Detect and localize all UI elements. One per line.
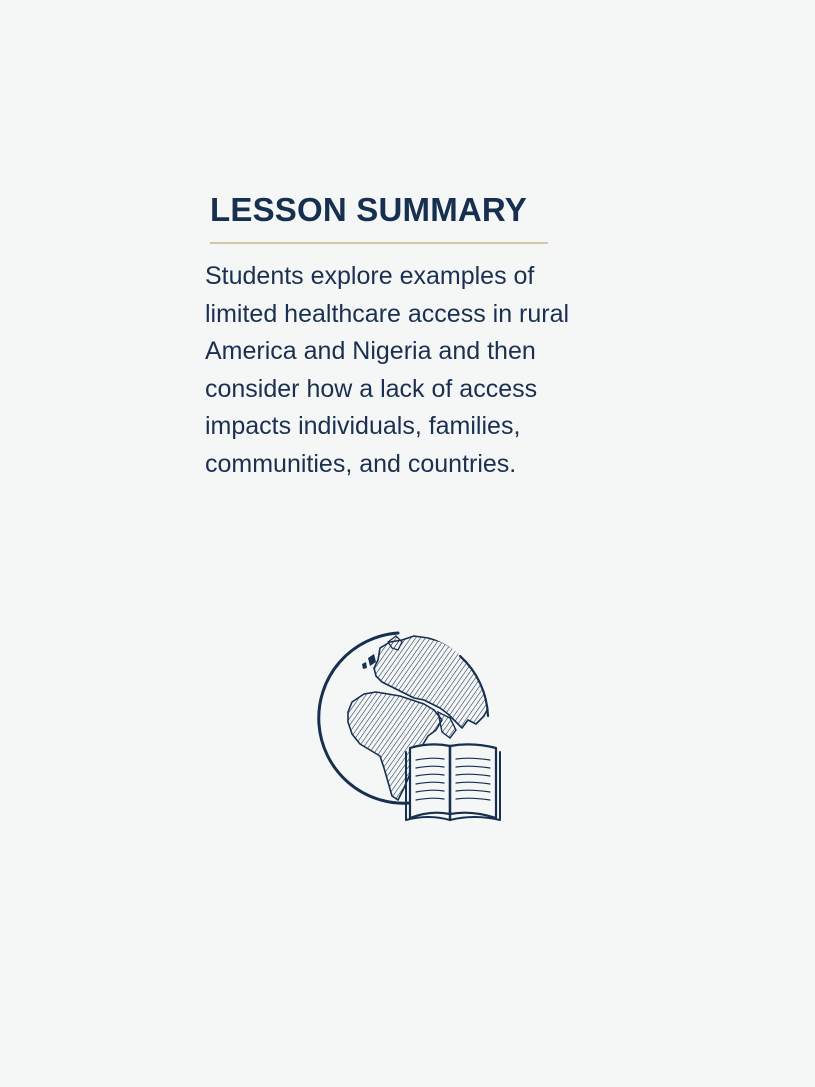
summary-line: Students explore examples of bbox=[205, 262, 535, 290]
summary-line: communities, and countries. bbox=[205, 449, 517, 478]
globe-with-open-book-icon bbox=[310, 628, 510, 828]
summary-line: America and Nigeria and then bbox=[205, 337, 536, 366]
summary-line: impacts individuals, families, bbox=[205, 412, 521, 441]
summary-paragraph bbox=[205, 258, 615, 484]
heading-divider bbox=[210, 242, 548, 244]
section-heading: LESSON SUMMARY bbox=[210, 191, 527, 228]
summary-line: consider how a lack of access bbox=[205, 374, 538, 403]
summary-line: limited healthcare access in rural bbox=[205, 299, 570, 328]
